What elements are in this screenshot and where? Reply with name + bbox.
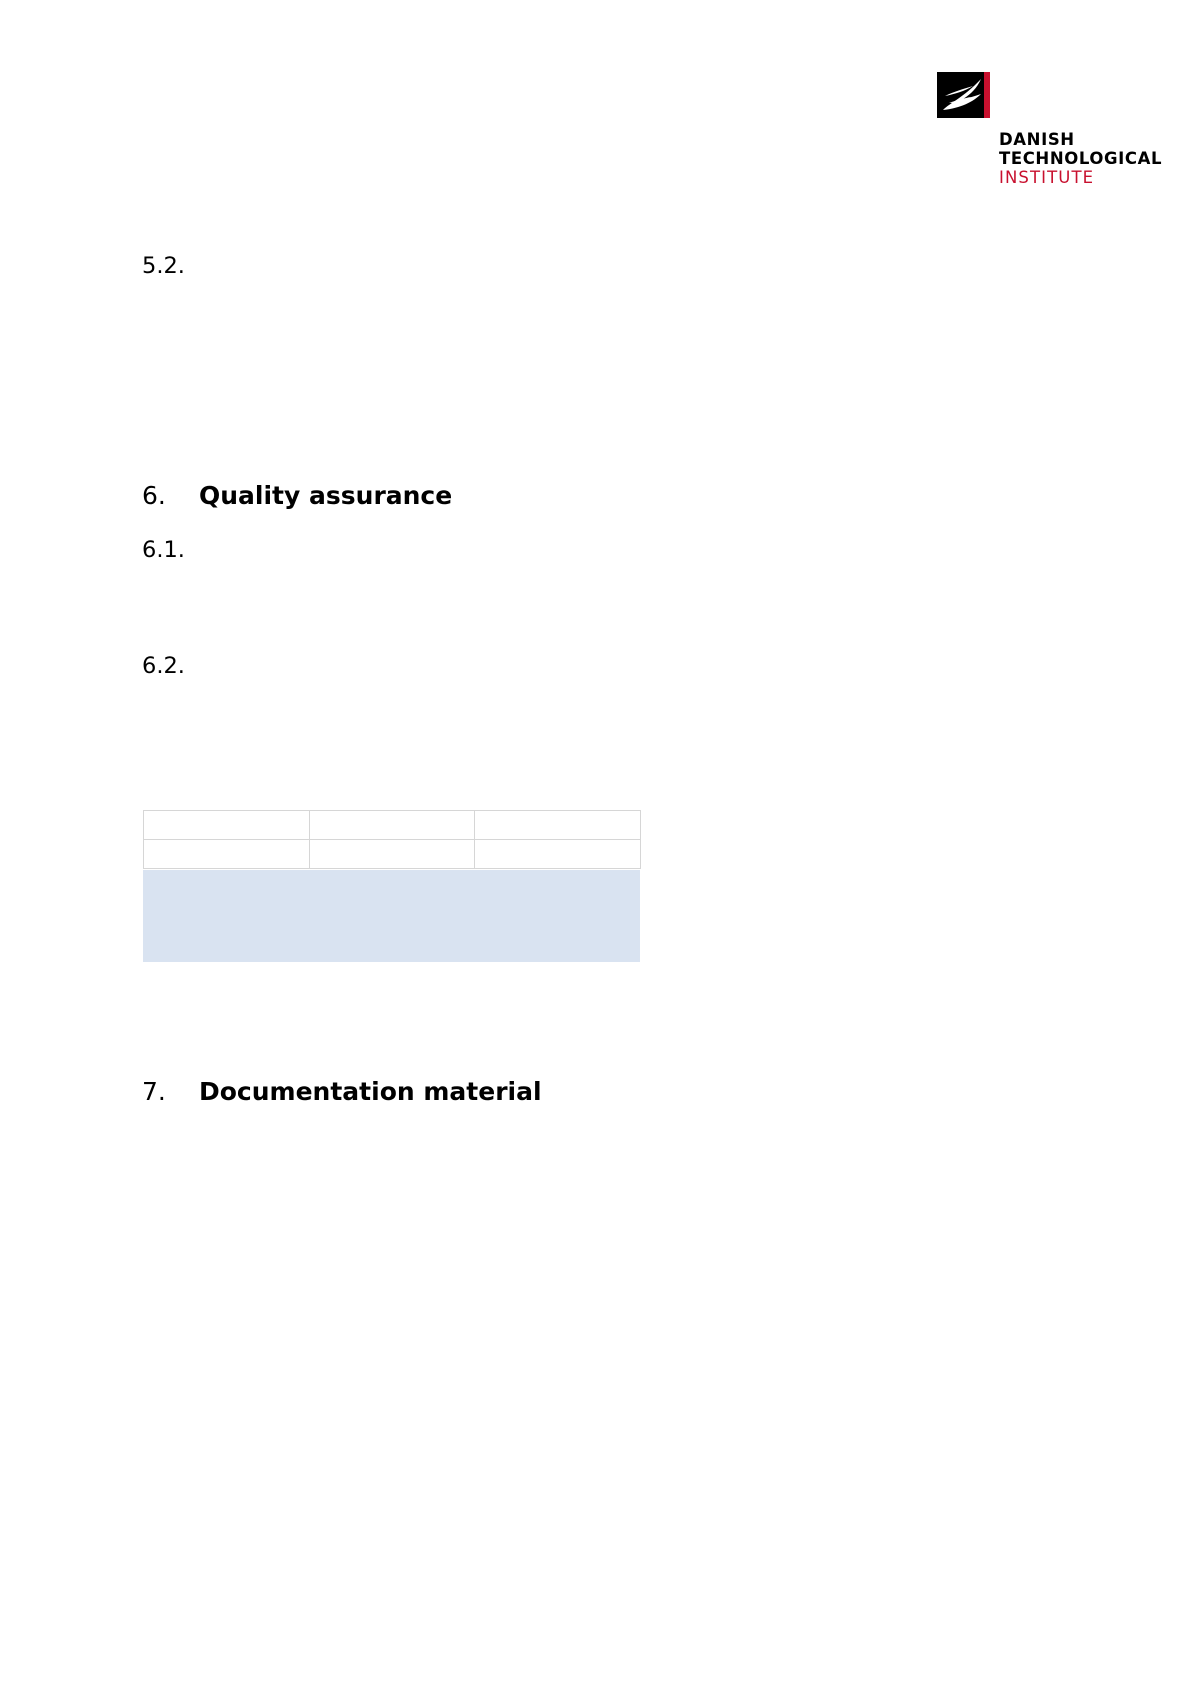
logo-line-danish: DANISH — [999, 130, 1075, 149]
section-6-number: 6. — [142, 481, 166, 510]
table-cell — [474, 839, 641, 869]
logo-line-institute: INSTITUTE — [999, 168, 1095, 187]
section-7-number: 7. — [142, 1077, 166, 1106]
table-row — [143, 839, 640, 868]
section-7-title: Documentation material — [199, 1077, 542, 1106]
dti-logo-text — [999, 130, 1162, 187]
dti-logo-icon — [937, 72, 990, 118]
table-cell — [143, 810, 310, 840]
table-shaded-row — [143, 870, 640, 962]
section-5-2-number: 5.2. — [142, 253, 185, 279]
table-cell — [474, 810, 641, 840]
section-6-heading — [142, 481, 452, 511]
section-7-heading — [142, 1077, 542, 1107]
table-cell — [143, 839, 310, 869]
table-cell — [309, 839, 476, 869]
section-6-title: Quality assurance — [199, 481, 453, 510]
quality-table — [143, 810, 640, 962]
table-cell — [309, 810, 476, 840]
table-row — [143, 810, 640, 839]
section-6-2-number: 6.2. — [142, 653, 185, 679]
logo-line-technological: TECHNOLOGICAL — [999, 149, 1163, 168]
section-6-1-number: 6.1. — [142, 537, 185, 563]
